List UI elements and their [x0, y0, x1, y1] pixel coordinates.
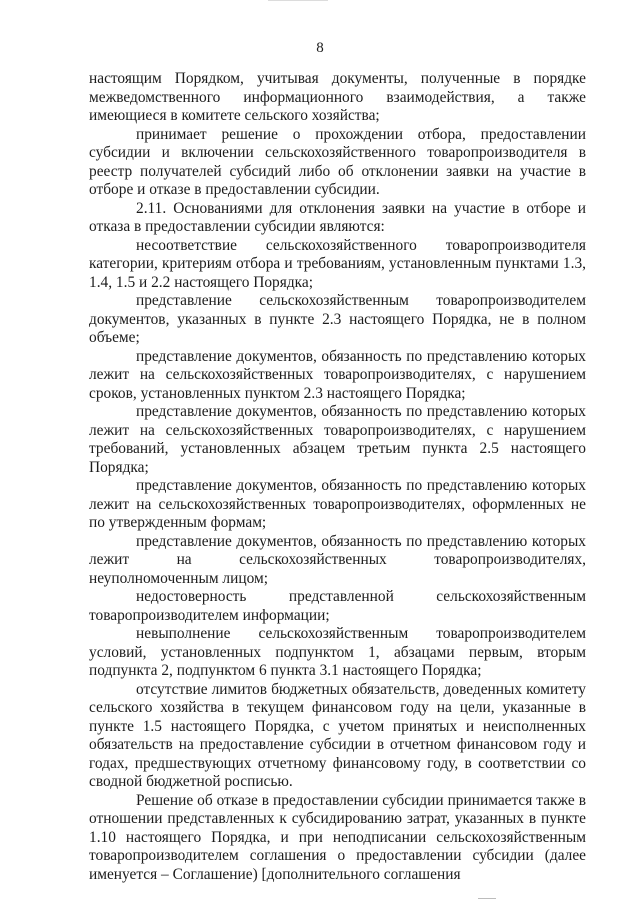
body-text [89, 70, 586, 884]
paragraph-10: недостоверность представленной сельскохозяйственным товаропроизводителем информации; [89, 588, 586, 624]
paragraph-1: настоящим Порядком, учитывая документы, полученные в порядке межведомственного информационного взаимодействия, а также имеющиеся в комитете сельского хозяйства; [89, 70, 586, 124]
paragraph-9: представление документов, обязанность по представлению которых лежит на сельскохозяйственных товаропроизводителях, неуполномоченным лицом; [89, 532, 586, 587]
scan-edge-line [478, 898, 496, 899]
scan-edge-mark [268, 0, 328, 1]
paragraph-5: представление сельскохозяйственным товаропроизводителем документов, указанных в пункте 2.3 настоящего Порядка, не в полном объеме; [89, 292, 586, 346]
paragraph-2: принимает решение о прохождении отбора, предоставлении субсидии и включении сельскохозяйственного товаропроизводителя в реестр получателей субсидий либо об отклонении заявки на участие в отборе и отказе в предоставлении субсидии. [89, 125, 586, 198]
page-number: 8 [316, 40, 324, 56]
paragraph-12: отсутствие лимитов бюджетных обязательств, доведенных комитету сельского хозяйства в текущем финансовом году на цели, указанные в пункте 1.5 настоящего Порядка, с учетом принятых и неисполненных обязательств на предоставление субсидии в отчетном финансовом году и годах, предшествующих отчетному финансовому году, в соответствии со сводной бюджетной росписью. [89, 680, 586, 790]
paragraph-7: представление документов, обязанность по представлению которых лежит на сельскохозяйственных товаропроизводителях, с нарушением требований, установленных абзацем третьим пункта 2.5 настоящего Порядка; [89, 403, 586, 476]
paragraph-6: представление документов, обязанность по представлению которых лежит на сельскохозяйственных товаропроизводителях, с нарушением сроков, установленных пунктом 2.3 настоящего Порядка; [89, 347, 586, 402]
paragraph-11: невыполнение сельскохозяйственным товаропроизводителем условий, установленных подпунктом 1, абзацами первым, вторым подпункта 2, подпунктом 6 пункта 3.1 настоящего Порядка; [89, 625, 586, 679]
paragraph-8: представление документов, обязанность по представлению которых лежит на сельскохозяйственных товаропроизводителях, оформленных не по утвержденным формам; [89, 477, 586, 531]
paragraph-13: Решение об отказе в предоставлении субсидии принимается также в отношении представленных к субсидированию затрат, указанных в пункте 1.10 настоящего Порядка, и при неподписании сельскохозяйственным товаропроизводителем соглашения о предоставлении субсидии (далее именуется – Соглашение) [дополнительного соглашения [89, 791, 586, 883]
paragraph-4: несоответствие сельскохозяйственного товаропроизводителя категории, критериям отбора и требованиям, установленным пунктами 1.3, 1.4, 1.5 и 2.2 настоящего Порядка; [89, 236, 586, 291]
paragraph-3: 2.11. Основаниями для отклонения заявки на участие в отборе и отказа в предоставлении субсидии являются: [89, 199, 586, 235]
